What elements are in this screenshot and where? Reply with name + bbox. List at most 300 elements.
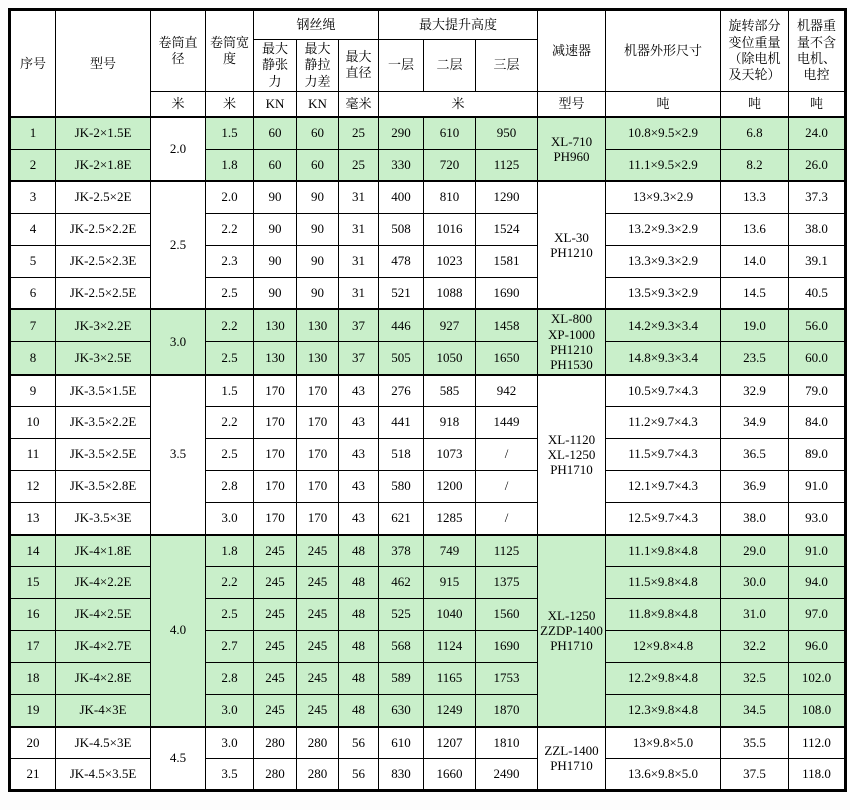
cell-model: JK-3.5×2.8E [56, 471, 151, 503]
cell-drum-width: 2.2 [206, 567, 254, 599]
cell-dimensions: 11.2×9.7×4.3 [606, 407, 721, 439]
unit-drum-diameter: 米 [151, 91, 206, 117]
cell-lift-height-layer3: 1870 [476, 695, 538, 727]
cell-max-static-tension-diff: 170 [297, 471, 339, 503]
cell-model: JK-2×1.5E [56, 117, 151, 149]
cell-machine-weight: 102.0 [789, 663, 846, 695]
cell-rotating-weight: 29.0 [721, 535, 789, 567]
cell-lift-height-layer2: 1088 [424, 277, 476, 309]
cell-max-static-tension-diff: 90 [297, 277, 339, 309]
cell-rotating-weight: 34.9 [721, 407, 789, 439]
cell-dimensions: 13.6×9.8×5.0 [606, 759, 721, 791]
cell-lift-height-layer3: 1690 [476, 631, 538, 663]
cell-max-static-tension: 170 [254, 471, 297, 503]
cell-max-rope-diameter: 37 [339, 342, 379, 375]
cell-lift-height-layer2: 1165 [424, 663, 476, 695]
table-row [10, 342, 846, 375]
cell-machine-weight: 93.0 [789, 503, 846, 535]
cell-lift-height-layer1: 462 [379, 567, 424, 599]
cell-max-static-tension-diff: 130 [297, 309, 339, 342]
table-row [10, 309, 846, 342]
cell-serial: 19 [10, 695, 56, 727]
cell-max-static-tension-diff: 130 [297, 342, 339, 375]
cell-lift-height-layer3: / [476, 503, 538, 535]
table-row [10, 759, 846, 791]
cell-max-static-tension-diff: 280 [297, 727, 339, 759]
cell-lift-height-layer3: 1524 [476, 213, 538, 245]
cell-machine-weight: 38.0 [789, 213, 846, 245]
cell-max-rope-diameter: 43 [339, 471, 379, 503]
cell-rotating-weight: 36.5 [721, 439, 789, 471]
cell-machine-weight: 79.0 [789, 375, 846, 407]
unit-tension: KN [254, 91, 297, 117]
cell-reducer-model: XL-800 XP-1000 PH1210 PH1530 [538, 309, 606, 374]
cell-max-rope-diameter: 31 [339, 245, 379, 277]
cell-lift-height-layer2: 720 [424, 149, 476, 181]
cell-drum-width: 3.5 [206, 759, 254, 791]
cell-lift-height-layer1: 610 [379, 727, 424, 759]
cell-max-rope-diameter: 48 [339, 535, 379, 567]
cell-lift-height-layer1: 446 [379, 309, 424, 342]
table-row [10, 439, 846, 471]
cell-max-rope-diameter: 43 [339, 503, 379, 535]
unit-rope-diameter: 毫米 [339, 91, 379, 117]
cell-dimensions: 14.2×9.3×3.4 [606, 309, 721, 342]
cell-max-static-tension: 90 [254, 213, 297, 245]
cell-rotating-weight: 8.2 [721, 149, 789, 181]
cell-model: JK-4.5×3E [56, 727, 151, 759]
cell-model: JK-3.5×2.2E [56, 407, 151, 439]
cell-rotating-weight: 32.2 [721, 631, 789, 663]
cell-model: JK-2.5×2.2E [56, 213, 151, 245]
cell-rotating-weight: 36.9 [721, 471, 789, 503]
cell-max-static-tension-diff: 170 [297, 407, 339, 439]
cell-max-rope-diameter: 56 [339, 759, 379, 791]
cell-lift-height-layer3: 942 [476, 375, 538, 407]
cell-serial: 17 [10, 631, 56, 663]
cell-lift-height-layer3: 1290 [476, 181, 538, 213]
cell-rotating-weight: 14.0 [721, 245, 789, 277]
cell-lift-height-layer3: 1753 [476, 663, 538, 695]
cell-max-rope-diameter: 31 [339, 277, 379, 309]
cell-max-static-tension-diff: 60 [297, 117, 339, 149]
cell-reducer-model: XL-710 PH960 [538, 117, 606, 181]
cell-max-static-tension: 170 [254, 375, 297, 407]
table-row [10, 375, 846, 407]
cell-model: JK-3.5×1.5E [56, 375, 151, 407]
cell-max-static-tension: 280 [254, 759, 297, 791]
cell-drum-width: 2.8 [206, 663, 254, 695]
cell-machine-weight: 39.1 [789, 245, 846, 277]
cell-machine-weight: 37.3 [789, 181, 846, 213]
cell-lift-height-layer1: 518 [379, 439, 424, 471]
cell-drum-width: 1.8 [206, 535, 254, 567]
cell-lift-height-layer2: 915 [424, 567, 476, 599]
cell-max-static-tension-diff: 245 [297, 663, 339, 695]
cell-machine-weight: 118.0 [789, 759, 846, 791]
cell-serial: 21 [10, 759, 56, 791]
cell-max-static-tension-diff: 245 [297, 535, 339, 567]
cell-lift-height-layer1: 441 [379, 407, 424, 439]
cell-max-static-tension: 245 [254, 631, 297, 663]
table-row [10, 117, 846, 149]
cell-machine-weight: 60.0 [789, 342, 846, 375]
cell-max-static-tension-diff: 245 [297, 567, 339, 599]
cell-lift-height-layer3: 1560 [476, 599, 538, 631]
unit-tension-diff: KN [297, 91, 339, 117]
cell-rotating-weight: 38.0 [721, 503, 789, 535]
cell-model: JK-4×3E [56, 695, 151, 727]
cell-machine-weight: 40.5 [789, 277, 846, 309]
cell-max-static-tension: 130 [254, 309, 297, 342]
cell-dimensions: 11.5×9.7×4.3 [606, 439, 721, 471]
cell-dimensions: 11.8×9.8×4.8 [606, 599, 721, 631]
cell-drum-width: 2.5 [206, 599, 254, 631]
cell-lift-height-layer2: 1073 [424, 439, 476, 471]
cell-drum-width: 2.2 [206, 407, 254, 439]
cell-max-static-tension: 170 [254, 503, 297, 535]
cell-serial: 18 [10, 663, 56, 695]
cell-drum-diameter: 4.5 [151, 727, 206, 791]
cell-machine-weight: 26.0 [789, 149, 846, 181]
table-row [10, 245, 846, 277]
cell-drum-diameter: 3.0 [151, 309, 206, 374]
cell-max-static-tension: 170 [254, 439, 297, 471]
table-row [10, 695, 846, 727]
cell-max-static-tension: 245 [254, 567, 297, 599]
cell-serial: 8 [10, 342, 56, 375]
col-header-dimensions: 机器外形尺寸 [606, 10, 721, 92]
cell-drum-width: 2.2 [206, 213, 254, 245]
cell-serial: 20 [10, 727, 56, 759]
cell-lift-height-layer3: 1810 [476, 727, 538, 759]
cell-rotating-weight: 32.5 [721, 663, 789, 695]
cell-drum-width: 2.3 [206, 245, 254, 277]
cell-machine-weight: 91.0 [789, 535, 846, 567]
cell-model: JK-3×2.2E [56, 309, 151, 342]
cell-model: JK-2.5×2.5E [56, 277, 151, 309]
cell-serial: 1 [10, 117, 56, 149]
cell-drum-diameter: 2.0 [151, 117, 206, 181]
cell-reducer-model: XL-30 PH1210 [538, 181, 606, 309]
cell-model: JK-4×2.7E [56, 631, 151, 663]
cell-lift-height-layer2: 610 [424, 117, 476, 149]
cell-max-rope-diameter: 43 [339, 439, 379, 471]
cell-reducer-model: XL-1120 XL-1250 PH1710 [538, 375, 606, 535]
header-row-groups [10, 10, 846, 40]
cell-drum-width: 2.5 [206, 277, 254, 309]
cell-drum-diameter: 4.0 [151, 535, 206, 727]
cell-serial: 16 [10, 599, 56, 631]
cell-model: JK-2×1.8E [56, 149, 151, 181]
cell-serial: 2 [10, 149, 56, 181]
cell-max-static-tension: 170 [254, 407, 297, 439]
cell-max-rope-diameter: 43 [339, 375, 379, 407]
cell-serial: 13 [10, 503, 56, 535]
cell-max-static-tension-diff: 90 [297, 245, 339, 277]
cell-drum-width: 2.2 [206, 309, 254, 342]
unit-reducer: 型号 [538, 91, 606, 117]
cell-max-static-tension: 245 [254, 663, 297, 695]
cell-lift-height-layer1: 478 [379, 245, 424, 277]
cell-lift-height-layer3: 1650 [476, 342, 538, 375]
table-row [10, 277, 846, 309]
cell-lift-height-layer2: 1249 [424, 695, 476, 727]
cell-dimensions: 12×9.8×4.8 [606, 631, 721, 663]
cell-max-static-tension-diff: 90 [297, 213, 339, 245]
cell-lift-height-layer3: / [476, 439, 538, 471]
cell-lift-height-layer1: 525 [379, 599, 424, 631]
col-header-max-static-tension: 最大静张力 [254, 40, 297, 92]
cell-serial: 6 [10, 277, 56, 309]
table-row [10, 727, 846, 759]
cell-max-rope-diameter: 48 [339, 663, 379, 695]
cell-machine-weight: 84.0 [789, 407, 846, 439]
cell-max-static-tension: 245 [254, 599, 297, 631]
unit-machine-weight: 吨 [789, 91, 846, 117]
cell-drum-width: 2.0 [206, 181, 254, 213]
cell-lift-height-layer1: 830 [379, 759, 424, 791]
cell-machine-weight: 97.0 [789, 599, 846, 631]
cell-model: JK-4×2.8E [56, 663, 151, 695]
cell-drum-width: 2.5 [206, 342, 254, 375]
cell-serial: 9 [10, 375, 56, 407]
cell-max-static-tension-diff: 170 [297, 503, 339, 535]
cell-lift-height-layer3: 1690 [476, 277, 538, 309]
unit-rotating-weight: 吨 [721, 91, 789, 117]
cell-machine-weight: 112.0 [789, 727, 846, 759]
cell-max-static-tension: 280 [254, 727, 297, 759]
table-row [10, 407, 846, 439]
col-group-wire-rope: 钢丝绳 [254, 10, 379, 40]
cell-max-rope-diameter: 31 [339, 213, 379, 245]
cell-rotating-weight: 30.0 [721, 567, 789, 599]
cell-lift-height-layer1: 330 [379, 149, 424, 181]
cell-lift-height-layer3: 1581 [476, 245, 538, 277]
cell-lift-height-layer1: 630 [379, 695, 424, 727]
cell-machine-weight: 108.0 [789, 695, 846, 727]
cell-dimensions: 10.8×9.5×2.9 [606, 117, 721, 149]
cell-model: JK-2.5×2E [56, 181, 151, 213]
col-header-reducer: 减速器 [538, 10, 606, 92]
table-row [10, 663, 846, 695]
cell-machine-weight: 56.0 [789, 309, 846, 342]
cell-max-rope-diameter: 25 [339, 117, 379, 149]
cell-lift-height-layer1: 290 [379, 117, 424, 149]
cell-serial: 7 [10, 309, 56, 342]
cell-lift-height-layer1: 508 [379, 213, 424, 245]
cell-max-static-tension-diff: 245 [297, 599, 339, 631]
cell-lift-height-layer3: 1375 [476, 567, 538, 599]
cell-drum-width: 3.0 [206, 503, 254, 535]
cell-drum-width: 1.8 [206, 149, 254, 181]
col-header-machine-weight: 机器重量不含电机、电控 [789, 10, 846, 92]
cell-lift-height-layer3: 1458 [476, 309, 538, 342]
cell-rotating-weight: 19.0 [721, 309, 789, 342]
cell-rotating-weight: 37.5 [721, 759, 789, 791]
cell-lift-height-layer2: 1207 [424, 727, 476, 759]
cell-rotating-weight: 6.8 [721, 117, 789, 149]
cell-max-static-tension-diff: 60 [297, 149, 339, 181]
cell-max-static-tension-diff: 170 [297, 375, 339, 407]
table-row [10, 503, 846, 535]
cell-max-rope-diameter: 48 [339, 567, 379, 599]
cell-rotating-weight: 34.5 [721, 695, 789, 727]
cell-dimensions: 12.3×9.8×4.8 [606, 695, 721, 727]
cell-lift-height-layer1: 521 [379, 277, 424, 309]
unit-drum-width: 米 [206, 91, 254, 117]
cell-dimensions: 13×9.8×5.0 [606, 727, 721, 759]
cell-lift-height-layer2: 927 [424, 309, 476, 342]
cell-drum-width: 3.0 [206, 695, 254, 727]
cell-lift-height-layer2: 810 [424, 181, 476, 213]
cell-lift-height-layer3: 2490 [476, 759, 538, 791]
table-row [10, 213, 846, 245]
cell-model: JK-4×2.5E [56, 599, 151, 631]
cell-serial: 11 [10, 439, 56, 471]
cell-lift-height-layer2: 1285 [424, 503, 476, 535]
cell-dimensions: 12.1×9.7×4.3 [606, 471, 721, 503]
cell-drum-diameter: 2.5 [151, 181, 206, 309]
cell-model: JK-3×2.5E [56, 342, 151, 375]
cell-drum-diameter: 3.5 [151, 375, 206, 535]
cell-dimensions: 13×9.3×2.9 [606, 181, 721, 213]
cell-lift-height-layer1: 568 [379, 631, 424, 663]
cell-drum-width: 2.5 [206, 439, 254, 471]
cell-dimensions: 11.1×9.8×4.8 [606, 535, 721, 567]
table-row [10, 471, 846, 503]
table-row [10, 149, 846, 181]
cell-rotating-weight: 31.0 [721, 599, 789, 631]
col-header-layer1: 一层 [379, 40, 424, 92]
col-header-max-rope-diameter: 最大直径 [339, 40, 379, 92]
cell-dimensions: 12.2×9.8×4.8 [606, 663, 721, 695]
cell-lift-height-layer3: 950 [476, 117, 538, 149]
cell-dimensions: 14.8×9.3×3.4 [606, 342, 721, 375]
cell-max-static-tension: 90 [254, 277, 297, 309]
cell-lift-height-layer2: 1016 [424, 213, 476, 245]
table-row [10, 535, 846, 567]
cell-dimensions: 10.5×9.7×4.3 [606, 375, 721, 407]
cell-machine-weight: 89.0 [789, 439, 846, 471]
col-header-max-static-tension-diff: 最大静拉力差 [297, 40, 339, 92]
col-header-rotating-weight: 旋转部分变位重量（除电机及天轮） [721, 10, 789, 92]
hoist-spec-table [8, 8, 847, 792]
cell-max-static-tension: 245 [254, 695, 297, 727]
cell-max-static-tension-diff: 170 [297, 439, 339, 471]
table-header [10, 10, 846, 118]
cell-lift-height-layer2: 1023 [424, 245, 476, 277]
unit-dimensions: 吨 [606, 91, 721, 117]
cell-max-static-tension-diff: 90 [297, 181, 339, 213]
cell-dimensions: 12.5×9.7×4.3 [606, 503, 721, 535]
cell-lift-height-layer1: 580 [379, 471, 424, 503]
cell-rotating-weight: 13.6 [721, 213, 789, 245]
cell-model: JK-4.5×3.5E [56, 759, 151, 791]
col-header-layer3: 三层 [476, 40, 538, 92]
col-header-serial: 序号 [10, 10, 56, 118]
cell-serial: 10 [10, 407, 56, 439]
cell-lift-height-layer1: 621 [379, 503, 424, 535]
cell-serial: 5 [10, 245, 56, 277]
cell-rotating-weight: 32.9 [721, 375, 789, 407]
cell-max-static-tension-diff: 245 [297, 631, 339, 663]
cell-lift-height-layer3: 1125 [476, 535, 538, 567]
cell-lift-height-layer2: 1660 [424, 759, 476, 791]
cell-max-static-tension: 90 [254, 245, 297, 277]
cell-model: JK-4×1.8E [56, 535, 151, 567]
cell-dimensions: 11.5×9.8×4.8 [606, 567, 721, 599]
cell-reducer-model: XL-1250 ZZDP-1400 PH1710 [538, 535, 606, 727]
cell-dimensions: 11.1×9.5×2.9 [606, 149, 721, 181]
cell-lift-height-layer2: 1124 [424, 631, 476, 663]
cell-lift-height-layer3: / [476, 471, 538, 503]
cell-lift-height-layer2: 1050 [424, 342, 476, 375]
cell-max-rope-diameter: 43 [339, 407, 379, 439]
cell-drum-width: 1.5 [206, 375, 254, 407]
col-header-layer2: 二层 [424, 40, 476, 92]
cell-dimensions: 13.2×9.3×2.9 [606, 213, 721, 245]
cell-model: JK-3.5×2.5E [56, 439, 151, 471]
cell-serial: 3 [10, 181, 56, 213]
cell-drum-width: 3.0 [206, 727, 254, 759]
cell-max-rope-diameter: 48 [339, 695, 379, 727]
cell-max-static-tension: 60 [254, 117, 297, 149]
cell-lift-height-layer2: 918 [424, 407, 476, 439]
cell-max-static-tension-diff: 280 [297, 759, 339, 791]
unit-lift-height: 米 [379, 91, 538, 117]
spec-table-body [10, 117, 846, 790]
cell-machine-weight: 94.0 [789, 567, 846, 599]
cell-dimensions: 13.3×9.3×2.9 [606, 245, 721, 277]
cell-lift-height-layer2: 1200 [424, 471, 476, 503]
cell-machine-weight: 24.0 [789, 117, 846, 149]
cell-lift-height-layer2: 585 [424, 375, 476, 407]
cell-max-static-tension: 90 [254, 181, 297, 213]
cell-max-rope-diameter: 37 [339, 309, 379, 342]
cell-serial: 12 [10, 471, 56, 503]
cell-model: JK-3.5×3E [56, 503, 151, 535]
col-header-drum-diameter: 卷筒直径 [151, 10, 206, 92]
cell-max-rope-diameter: 25 [339, 149, 379, 181]
cell-max-static-tension: 60 [254, 149, 297, 181]
cell-machine-weight: 96.0 [789, 631, 846, 663]
table-row [10, 181, 846, 213]
cell-max-static-tension-diff: 245 [297, 695, 339, 727]
cell-rotating-weight: 14.5 [721, 277, 789, 309]
cell-lift-height-layer3: 1125 [476, 149, 538, 181]
cell-lift-height-layer2: 749 [424, 535, 476, 567]
cell-max-static-tension: 130 [254, 342, 297, 375]
cell-rotating-weight: 23.5 [721, 342, 789, 375]
cell-max-rope-diameter: 48 [339, 631, 379, 663]
cell-reducer-model: ZZL-1400 PH1710 [538, 727, 606, 791]
cell-dimensions: 13.5×9.3×2.9 [606, 277, 721, 309]
cell-drum-width: 2.7 [206, 631, 254, 663]
cell-max-rope-diameter: 56 [339, 727, 379, 759]
cell-lift-height-layer1: 400 [379, 181, 424, 213]
table-row [10, 599, 846, 631]
cell-max-static-tension: 245 [254, 535, 297, 567]
cell-drum-width: 2.8 [206, 471, 254, 503]
table-row [10, 567, 846, 599]
cell-model: JK-2.5×2.3E [56, 245, 151, 277]
table-row [10, 631, 846, 663]
cell-lift-height-layer1: 589 [379, 663, 424, 695]
cell-serial: 14 [10, 535, 56, 567]
cell-serial: 4 [10, 213, 56, 245]
col-header-drum-width: 卷筒宽度 [206, 10, 254, 92]
